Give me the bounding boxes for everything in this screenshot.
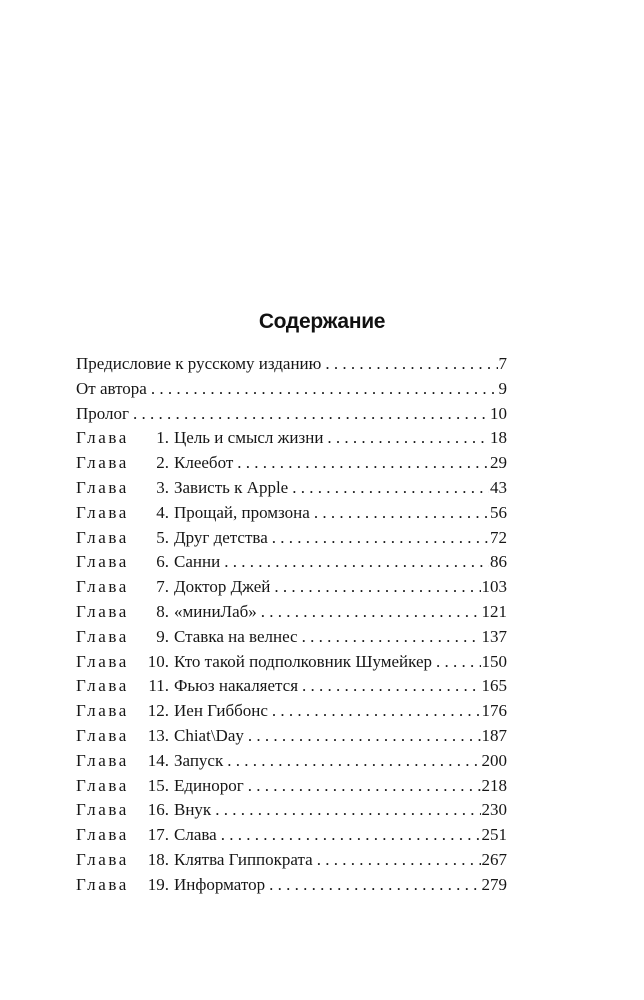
chapter-word: Глава — [76, 874, 129, 894]
chapter-number: 8. — [156, 601, 169, 621]
dot-leader — [302, 625, 481, 650]
dot-leader — [325, 352, 497, 377]
chapter-word: Глава — [76, 527, 129, 547]
dot-leader — [272, 699, 481, 724]
toc-chapter-row[interactable] — [76, 426, 507, 451]
chapter-number: 3. — [156, 477, 169, 497]
chapter-title: Иен Гиббонс — [174, 701, 268, 721]
chapter-number: 13. — [147, 725, 169, 745]
toc-chapter-row[interactable] — [76, 774, 507, 799]
dot-leader — [272, 526, 489, 551]
dot-leader — [237, 451, 489, 476]
toc-chapter-row[interactable] — [76, 798, 507, 823]
toc-entry[interactable] — [76, 402, 507, 427]
toc-entry[interactable] — [76, 377, 507, 402]
chapter-number: 6. — [156, 552, 169, 572]
chapter-page: 176 — [481, 701, 507, 721]
chapter-page: 218 — [481, 775, 507, 795]
chapter-word: Глава — [76, 676, 129, 696]
chapter-title: Слава — [174, 825, 217, 845]
chapter-title: Клятва Гиппократа — [174, 849, 313, 869]
chapter-page: 103 — [481, 577, 507, 597]
chapter-number: 16. — [147, 800, 169, 820]
dot-leader — [221, 823, 481, 848]
chapter-title: Прощай, промзона — [174, 502, 310, 522]
chapter-number: 4. — [156, 502, 169, 522]
chapter-page: 86 — [490, 552, 507, 572]
chapter-number: 2. — [156, 453, 169, 473]
chapter-title: Chiat\Day — [174, 725, 244, 745]
dot-leader — [327, 426, 489, 451]
chapter-word: Глава — [76, 800, 129, 820]
toc-chapter-row[interactable] — [76, 873, 507, 898]
toc-entry-page: 10 — [490, 403, 507, 423]
chapter-page: 251 — [481, 825, 507, 845]
chapter-word: Глава — [76, 577, 129, 597]
chapter-title: Кто такой подполковник Шумейкер — [174, 651, 433, 671]
chapter-word: Глава — [76, 825, 129, 845]
chapter-title: Доктор Джей — [174, 577, 271, 597]
toc-entry-label: Пролог — [76, 403, 130, 423]
chapter-word: Глава — [76, 453, 129, 473]
toc-chapter-row[interactable] — [76, 526, 507, 551]
chapter-title: Единорог — [174, 775, 244, 795]
chapter-title: Зависть к Apple — [174, 477, 289, 497]
toc-entry-page: 9 — [498, 378, 507, 398]
chapter-title: Запуск — [174, 750, 224, 770]
toc-chapter-row[interactable] — [76, 550, 507, 575]
dot-leader — [224, 550, 489, 575]
toc-chapter-row[interactable] — [76, 823, 507, 848]
chapter-title: Информатор — [174, 874, 266, 894]
toc-chapter-row[interactable] — [76, 724, 507, 749]
chapter-page: 56 — [490, 502, 507, 522]
chapter-number: 1. — [156, 428, 169, 448]
chapter-word: Глава — [76, 601, 129, 621]
toc-chapter-row[interactable] — [76, 650, 507, 675]
chapter-page: 165 — [481, 676, 507, 696]
chapter-number: 17. — [147, 825, 169, 845]
chapter-title: Цель и смысл жизни — [174, 428, 324, 448]
chapter-word: Глава — [76, 626, 129, 646]
dot-leader — [227, 749, 480, 774]
chapter-page: 43 — [490, 477, 507, 497]
toc-chapter-row[interactable] — [76, 476, 507, 501]
dot-leader — [248, 774, 481, 799]
chapter-page: 230 — [481, 800, 507, 820]
toc-chapter-row[interactable] — [76, 501, 507, 526]
dot-leader — [314, 501, 489, 526]
chapter-title: Внук — [174, 800, 212, 820]
toc-entry-label: От автора — [76, 378, 147, 398]
chapter-page: 200 — [481, 750, 507, 770]
chapter-number: 18. — [147, 849, 169, 869]
chapter-word: Глава — [76, 775, 129, 795]
toc-chapter-row[interactable] — [76, 699, 507, 724]
dot-leader — [274, 575, 480, 600]
chapter-page: 150 — [481, 651, 507, 671]
chapter-number: 11. — [148, 676, 169, 696]
dot-leader — [436, 650, 480, 675]
chapter-page: 121 — [481, 601, 507, 621]
toc-title: Содержание — [258, 310, 386, 333]
table-of-contents — [76, 352, 507, 898]
chapter-word: Глава — [76, 428, 129, 448]
dot-leader — [292, 476, 489, 501]
chapter-title: Ставка на велнес — [174, 626, 298, 646]
toc-chapter-row[interactable] — [76, 674, 507, 699]
chapter-title: Фьюз накаляется — [174, 676, 299, 696]
chapter-number: 15. — [147, 775, 169, 795]
chapter-word: Глава — [76, 849, 129, 869]
dot-leader — [269, 873, 480, 898]
chapter-word: Глава — [76, 477, 129, 497]
dot-leader — [302, 674, 480, 699]
toc-chapter-row[interactable] — [76, 848, 507, 873]
toc-chapter-row[interactable] — [76, 749, 507, 774]
dot-leader — [261, 600, 481, 625]
dot-leader — [215, 798, 480, 823]
toc-chapter-row[interactable] — [76, 600, 507, 625]
chapter-number: 7. — [156, 577, 169, 597]
chapter-word: Глава — [76, 750, 129, 770]
toc-entry[interactable] — [76, 352, 507, 377]
toc-chapter-row[interactable] — [76, 575, 507, 600]
chapter-list — [76, 426, 507, 897]
chapter-title: Клеебот — [174, 453, 234, 473]
chapter-title: Друг детства — [174, 527, 268, 547]
chapter-number: 5. — [156, 527, 169, 547]
chapter-word: Глава — [76, 502, 129, 522]
chapter-page: 187 — [481, 725, 507, 745]
chapter-page: 279 — [481, 874, 507, 894]
chapter-word: Глава — [76, 725, 129, 745]
toc-chapter-row[interactable] — [76, 625, 507, 650]
dot-leader — [133, 402, 489, 427]
chapter-word: Глава — [76, 701, 129, 721]
chapter-title: Санни — [174, 552, 221, 572]
chapter-word: Глава — [76, 651, 129, 671]
toc-chapter-row[interactable] — [76, 451, 507, 476]
toc-entry-page: 7 — [498, 354, 507, 373]
toc-entry-label: Предисловие к русскому изданию — [76, 354, 322, 373]
chapter-title: «миниЛаб» — [174, 601, 257, 621]
dot-leader — [248, 724, 481, 749]
chapter-number: 19. — [147, 874, 169, 894]
chapter-number: 12. — [147, 701, 169, 721]
chapter-page: 29 — [490, 453, 507, 473]
chapter-number: 9. — [156, 626, 169, 646]
chapter-number: 14. — [147, 750, 169, 770]
chapter-page: 267 — [481, 849, 507, 869]
chapter-page: 18 — [490, 428, 507, 448]
dot-leader — [151, 377, 498, 402]
chapter-number: 10. — [147, 651, 169, 671]
chapter-word: Глава — [76, 552, 129, 572]
chapter-page: 72 — [490, 527, 507, 547]
dot-leader — [317, 848, 481, 873]
chapter-page: 137 — [481, 626, 507, 646]
